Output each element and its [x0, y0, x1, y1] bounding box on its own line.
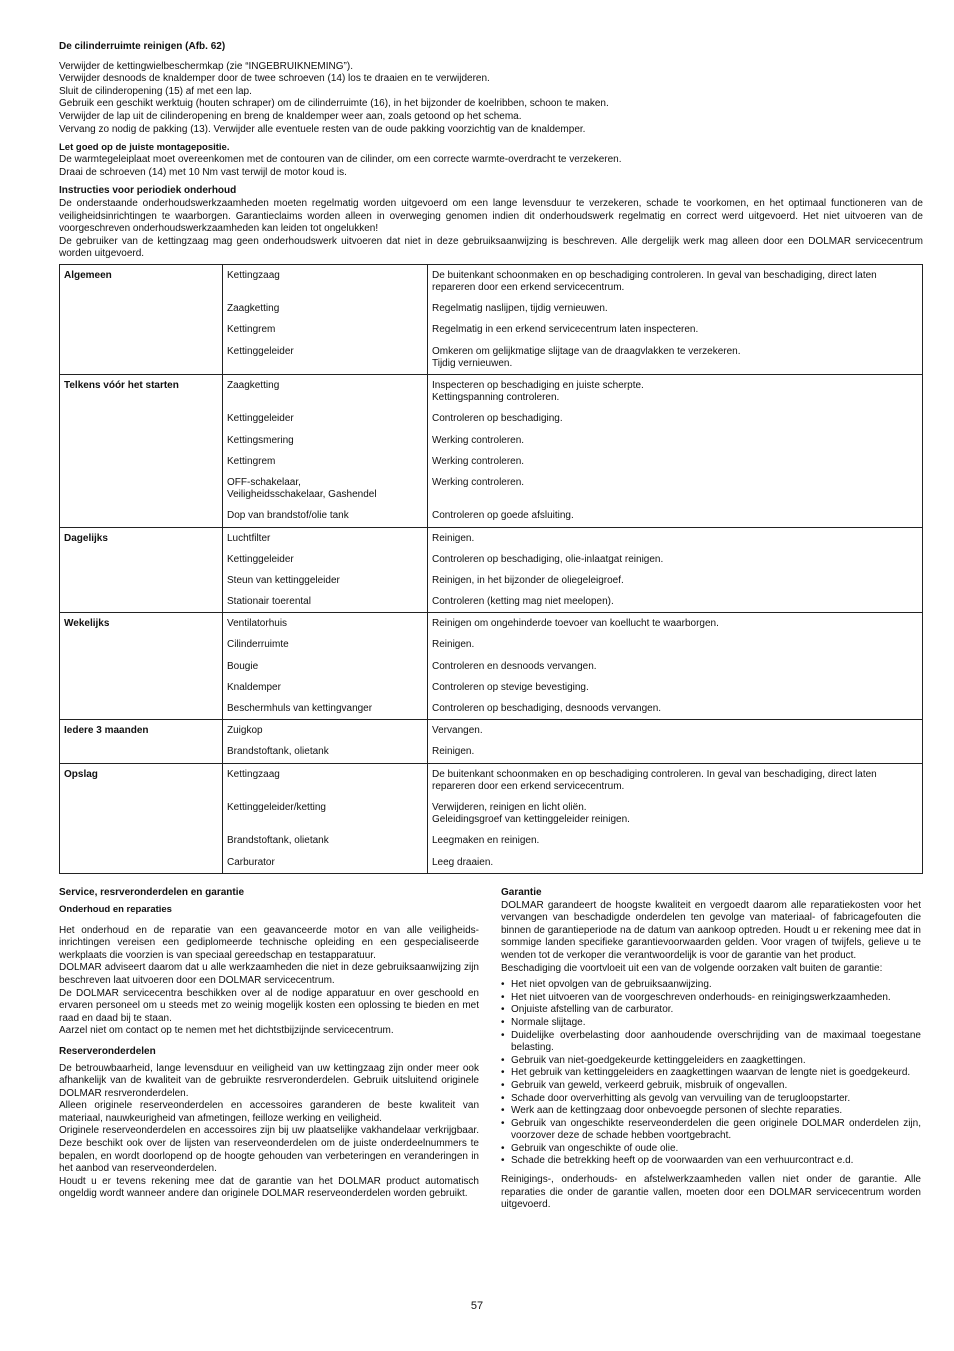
instruction-line: Sluit de cilinderopening (15) af met een lap.: [59, 85, 252, 97]
action-cell: [428, 430, 923, 451]
table-row: [60, 613, 923, 635]
table-row: [60, 634, 923, 655]
list-item: • Gebruik van geweld, verkeerd gebruik, misbruik of ongevallen.: [501, 1080, 921, 1093]
warranty-paragraph: Beschadiging die voortvloeit uit een van de volgende oorzaken valt buiten de garantie:: [501, 962, 883, 974]
interval-cell: [60, 613, 223, 635]
table-row: [60, 341, 923, 375]
interval-label: Opslag: [64, 768, 98, 780]
interval-label: Algemeen: [64, 269, 112, 281]
section-title-cylinder: De cilinderruimte reinigen (Afb. 62): [59, 41, 226, 52]
action-cell: [428, 549, 923, 570]
part-cell: [223, 591, 428, 613]
table-row: [60, 527, 923, 549]
action-label: Vervangen.: [432, 725, 483, 737]
part-label: Carburator: [227, 856, 275, 868]
interval-cell: [60, 698, 223, 720]
part-cell: [223, 341, 428, 375]
part-cell: [223, 698, 428, 720]
table-row: [60, 698, 923, 720]
part-cell: [223, 472, 428, 505]
action-label: Werking controleren.: [432, 476, 525, 488]
part-label: Kettinggeleider: [227, 345, 294, 357]
part-label: Kettinggeleider: [227, 413, 294, 425]
part-label: Dop van brandstof/olie tank: [227, 510, 349, 522]
table-row: [60, 656, 923, 677]
part-cell: [223, 375, 428, 409]
action-cell: [428, 298, 923, 319]
action-label: Werking controleren.: [432, 434, 525, 446]
warranty-paragraph: Reinigings-, onderhouds- en afstelwerkzaamheden vallen niet onder de garantie. Alle reparaties die onder de garantie vallen, moeten door een DOLMAR servicecentrum worden uitgevoerd.: [501, 1174, 921, 1211]
action-label: Reinigen.: [432, 746, 475, 758]
instruction-line: Vervang zo nodig de pakking (13). Verwijder alle eventuele resten van de oude pakking voorzichtig van de knaldemper.: [59, 123, 586, 135]
part-label: Ventilatorhuis: [227, 618, 288, 630]
table-row: [60, 570, 923, 591]
maintenance-note: De gebruiker van de kettingzaag mag geen onderhoudswerk uitvoeren dat niet in deze gebruiksaanwijzing is beschreven. Alle dergelijk werk mag alleen door een DOLMAR servicecentrum worden uitgevoerd.: [59, 235, 923, 260]
part-label: Kettinggeleider/ketting: [227, 801, 326, 813]
action-cell: [428, 741, 923, 763]
part-label: Kettingrem: [227, 455, 276, 467]
part-label: Brandstoftank, olietank: [227, 835, 329, 847]
action-cell: [428, 852, 923, 874]
action-label: De buitenkant schoonmaken en op beschadiging controleren. In geval van beschadiging, direct laten repareren door een erkend servicecentrum.: [432, 269, 877, 294]
action-label: Controleren op beschadiging.: [432, 413, 563, 425]
table-row: [60, 408, 923, 429]
list-item: • Werk aan de kettingzaag door onbevoegde personen of slechte reparaties.: [501, 1105, 921, 1118]
part-cell: [223, 549, 428, 570]
action-cell: [428, 677, 923, 698]
interval-cell: [60, 797, 223, 830]
interval-cell: [60, 852, 223, 874]
action-cell: [428, 656, 923, 677]
action-cell: [428, 763, 923, 797]
part-cell: [223, 763, 428, 797]
interval-cell: [60, 830, 223, 851]
action-label: Leeg draaien.: [432, 856, 494, 868]
action-label: Regelmatig in een erkend servicecentrum laten inspecteren.: [432, 324, 699, 336]
action-label: Verwijderen, reinigen en licht oliën. Geleidingsgroef van kettinggeleider reinigen.: [432, 801, 630, 826]
action-label: Reinigen om ongehinderde toevoer van koellucht te waarborgen.: [432, 618, 719, 630]
interval-cell: [60, 527, 223, 549]
action-cell: [428, 505, 923, 527]
interval-cell: [60, 570, 223, 591]
action-label: Controleren op beschadiging, desnoods vervangen.: [432, 703, 662, 714]
part-label: Zaagketting: [227, 380, 280, 391]
part-label: Cilinderruimte: [227, 639, 289, 651]
part-label: Knaldemper: [227, 681, 281, 693]
interval-cell: [60, 591, 223, 613]
action-cell: [428, 408, 923, 429]
part-label: Brandstoftank, olietank: [227, 746, 329, 758]
section-title-maintenance: Instructies voor periodiek onderhoud: [59, 185, 237, 197]
action-label: Reinigen.: [432, 639, 475, 651]
list-item: • Het niet uitvoeren van de voorgeschreven onderhouds- en reinigingswerkzaamheden.: [501, 992, 921, 1005]
action-label: Controleren op beschadiging, olie-inlaatgat reinigen.: [432, 553, 664, 565]
part-label: Zuigkop: [227, 725, 263, 737]
part-cell: [223, 570, 428, 591]
action-cell: [428, 472, 923, 505]
part-label: Kettingrem: [227, 324, 276, 336]
instruction-line: Verwijder de lap uit de cilinderopening en breng de knaldemper weer aan, zoals getoond op het schema.: [59, 110, 522, 122]
list-item: • Het gebruik van kettinggeleiders en zaagkettingen waarvan de lengte niet is goedgekeurd.: [501, 1067, 921, 1080]
list-item: • Gebruik van niet-goedgekeurde kettinggeleiders en zaagkettingen.: [501, 1055, 921, 1068]
part-label: Beschermhuls van kettingvanger: [227, 703, 373, 714]
service-paragraph: De DOLMAR servicecentra beschikken over al de nodige apparatuur en over geschoold en ervaren personeel om u steeds met zo weinig mogelijk kosten een oplossing te bieden en met raad en daad bij te staan.: [59, 987, 479, 1024]
interval-cell: [60, 451, 223, 472]
maintenance-table: [59, 264, 923, 874]
part-label: OFF-schakelaar, Veiligheidsschakelaar, Gashendel: [227, 476, 377, 501]
maintenance-intro: De onderstaande onderhoudswerkzaamheden moeten regelmatig worden uitgevoerd om een lange levensduur te verzekeren, schade te voorkomen, en het optimaal functioneren van de veiligheidsinrichtingen te waarborgen. Garantieclaims worden alleen in overweging genomen indien dit onderhoudswerk regelmatig en correct werd uitgevoerd. Het niet uitvoeren van de voorgeschreven onderhoudswerkzaamheden kan leiden tot ongelukken!: [59, 197, 923, 235]
interval-label: Iedere 3 maanden: [64, 725, 149, 737]
list-item: • Schade die betrekking heeft op de voorwaarden van een verhuurcontract e.d.: [501, 1155, 921, 1168]
interval-cell: [60, 549, 223, 570]
service-paragraph: DOLMAR adviseert daarom dat u alle werkzaamheden die niet in deze gebruiksaanwijzing zijn beschreven laat uitvoeren door een DOLMAR servicecentrum.: [59, 962, 479, 986]
action-cell: [428, 375, 923, 409]
table-row: [60, 319, 923, 340]
interval-cell: [60, 763, 223, 797]
instruction-line: De warmtegeleiplaat moet overeenkomen met de contouren van de cilinder, om een correcte warmte-overdracht te verzekeren.: [59, 154, 622, 166]
part-label: Kettingsmering: [227, 434, 294, 446]
part-label: Kettingzaag: [227, 768, 280, 780]
warranty-exclusion-list: [501, 979, 921, 1168]
part-cell: [223, 720, 428, 742]
table-row: [60, 430, 923, 451]
part-label: Kettinggeleider: [227, 553, 294, 565]
action-cell: [428, 451, 923, 472]
warranty-paragraph: DOLMAR garandeert de hoogste kwaliteit en vergoedt daarom alle reparatiekosten voor het vervangen van beschadigde onderdelen ten gevolge van materiaal- of fabricagefouten die binnen de garantieperiode na de datum van aankoop optreden. Houdt u er rekening mee dat in sommige landen specifieke garantievoorwaarden gelden. Voor vragen of twijfels, gelieve u te wenden tot de verkoper die verantwoordelijk is voor de garantie van het product.: [501, 899, 921, 961]
part-label: Bougie: [227, 660, 259, 672]
part-label: Stationair toerental: [227, 596, 311, 608]
interval-cell: [60, 656, 223, 677]
action-cell: [428, 720, 923, 742]
part-label: Kettingzaag: [227, 269, 280, 281]
action-cell: [428, 613, 923, 635]
part-cell: [223, 298, 428, 319]
part-cell: [223, 613, 428, 635]
action-label: Controleren op goede afsluiting.: [432, 510, 574, 522]
list-item: • Normale slijtage.: [501, 1017, 921, 1030]
part-label: Zaagketting: [227, 303, 280, 315]
part-cell: [223, 451, 428, 472]
interval-cell: [60, 677, 223, 698]
action-cell: [428, 591, 923, 613]
interval-label: Telkens vóór het starten: [64, 380, 179, 391]
instruction-line: Draai de schroeven (14) met 10 Nm vast terwijl de motor koud is.: [59, 166, 347, 178]
action-label: Controleren en desnoods vervangen.: [432, 660, 597, 672]
action-cell: [428, 830, 923, 851]
list-item: • Gebruik van ongeschikte of oude olie.: [501, 1143, 921, 1156]
action-cell: [428, 527, 923, 549]
service-column: [59, 887, 479, 1201]
table-row: [60, 720, 923, 742]
manual-page: [59, 41, 923, 874]
instruction-line: Verwijder desnoods de knaldemper door de twee schroeven (14) los te draaien en te verwijderen.: [59, 73, 490, 85]
parts-paragraph: Alleen originele reserveonderdelen en accessoires garanderen de beste kwaliteit van materiaal, nauwkeurigheid van afmetingen, feilloze werking en veiligheid.: [59, 1100, 479, 1124]
part-cell: [223, 634, 428, 655]
warranty-column: [501, 887, 921, 1212]
action-label: Werking controleren.: [432, 455, 525, 467]
table-row: [60, 505, 923, 527]
action-label: Inspecteren op beschadiging en juiste scherpte. Kettingspanning controleren.: [432, 380, 644, 404]
interval-cell: [60, 430, 223, 451]
table-row: [60, 451, 923, 472]
part-cell: [223, 505, 428, 527]
list-item: • Schade door oververhitting als gevolg van vervuiling van de terugloopstarter.: [501, 1093, 921, 1106]
action-cell: [428, 570, 923, 591]
part-cell: [223, 430, 428, 451]
table-row: [60, 830, 923, 851]
interval-cell: [60, 408, 223, 429]
table-row: [60, 472, 923, 505]
table-row: [60, 549, 923, 570]
list-item: • Gebruik van ongeschikte reserveonderdelen die geen originele DOLMAR onderdelen zijn, voorzover deze de schade hebben voortgebracht.: [501, 1118, 921, 1143]
action-label: Reinigen.: [432, 532, 475, 544]
interval-cell: [60, 472, 223, 505]
table-row: [60, 677, 923, 698]
interval-cell: [60, 375, 223, 409]
table-row: [60, 741, 923, 763]
list-item: • Duidelijke overbelasting door aanhoudende overschrijding van de maximaal toegestane belasting.: [501, 1030, 921, 1055]
action-cell: [428, 634, 923, 655]
table-row: [60, 375, 923, 409]
warranty-title: Garantie: [501, 887, 542, 898]
part-label: Luchtfilter: [227, 532, 271, 544]
interval-label: Dagelijks: [64, 532, 108, 544]
service-paragraph: Het onderhoud en de reparatie van een geavanceerde motor en van alle veiligheidsinrichtingen vereisen een gediplomeerde technische opleiding en een gespecialiseerde werkplaats die voorzien is van speciaal gereedschap en testapparatuur.: [59, 924, 479, 961]
action-cell: [428, 319, 923, 340]
part-cell: [223, 830, 428, 851]
part-cell: [223, 656, 428, 677]
action-cell: [428, 341, 923, 375]
interval-cell: [60, 505, 223, 527]
interval-cell: [60, 319, 223, 340]
action-cell: [428, 797, 923, 830]
parts-paragraph: Originele reserveonderdelen en accessoires zijn bij uw plaatselijke vakhandelaar verkrijgbaar. Deze beschikt ook over de lijsten van reserveonderdelen om de juiste onderdeelnummers te bepalen, en wordt doorlopend op de hoogte gehouden van verbeteringen en veranderingen in het aanbod van reserveonderdelen.: [59, 1125, 479, 1175]
part-cell: [223, 319, 428, 340]
interval-cell: [60, 720, 223, 742]
page-number: 57: [470, 1300, 484, 1312]
service-paragraph: Aarzel niet om contact op te nemen met het dichtstbijzijnde servicecentrum.: [59, 1025, 394, 1037]
list-item: • Het niet opvolgen van de gebruiksaanwijzing.: [501, 979, 921, 992]
action-label: De buitenkant schoonmaken en op beschadiging controleren. In geval van beschadiging, direct laten repareren door een erkend servicecentrum.: [432, 768, 877, 792]
instruction-line: Verwijder de kettingwielbeschermkap (zie “INGEBRUIKNEMING”).: [59, 60, 353, 72]
interval-cell: [60, 298, 223, 319]
cylinder-instructions: [59, 61, 923, 137]
interval-cell: [60, 634, 223, 655]
instruction-line: Gebruik een geschikt werktuig (houten schraper) om de cilinderruimte (16), in het bijzonder de koelribben, schoon te maken.: [59, 98, 609, 110]
part-cell: [223, 264, 428, 298]
table-row: [60, 797, 923, 830]
interval-cell: [60, 264, 223, 298]
table-row: [60, 264, 923, 298]
table-row: [60, 298, 923, 319]
parts-paragraph: Houdt u er tevens rekening mee dat de garantie van het DOLMAR product automatisch ongeldig wordt wanneer andere dan originele DOLMAR reserveonderdelen worden gebruikt.: [59, 1175, 479, 1200]
mounting-instructions: [59, 154, 923, 179]
action-label: Regelmatig naslijpen, tijdig vernieuwen.: [432, 303, 608, 315]
table-row: [60, 591, 923, 613]
action-label: Leegmaken en reinigen.: [432, 835, 540, 847]
interval-cell: [60, 741, 223, 763]
part-label: Steun van kettinggeleider: [227, 574, 340, 586]
part-cell: [223, 852, 428, 874]
action-label: Omkeren om gelijkmatige slijtage van de draagvlakken te verzekeren. Tijdig vernieuwen.: [432, 345, 741, 369]
action-label: Controleren op stevige bevestiging.: [432, 681, 589, 693]
parts-title: Reserveronderdelen: [59, 1045, 156, 1057]
part-cell: [223, 527, 428, 549]
service-subtitle: Onderhoud en reparaties: [59, 903, 172, 915]
section-title-mounting: Let goed op de juiste montagepositie.: [59, 142, 230, 154]
table-row: [60, 852, 923, 874]
list-item: • Onjuiste afstelling van de carburator.: [501, 1004, 921, 1017]
action-label: Controleren (ketting mag niet meelopen).: [432, 596, 614, 608]
table-row: [60, 763, 923, 797]
interval-label: Wekelijks: [64, 618, 110, 630]
part-cell: [223, 741, 428, 763]
action-label: Reinigen, in het bijzonder de oliegeleigroef.: [432, 574, 624, 586]
service-title: Service, resrveronderdelen en garantie: [59, 887, 245, 898]
interval-cell: [60, 341, 223, 375]
part-cell: [223, 797, 428, 830]
parts-paragraph: De betrouwbaarheid, lange levensduur en veiligheid van uw kettingzaag zijn onder meer ook afhankelijk van de kwaliteit van de gebruikte resrveronderdelen. Gebruik uitsluitend originele DOLMAR resrveronderdelen.: [59, 1062, 479, 1099]
part-cell: [223, 677, 428, 698]
action-cell: [428, 698, 923, 720]
part-cell: [223, 408, 428, 429]
action-cell: [428, 264, 923, 298]
